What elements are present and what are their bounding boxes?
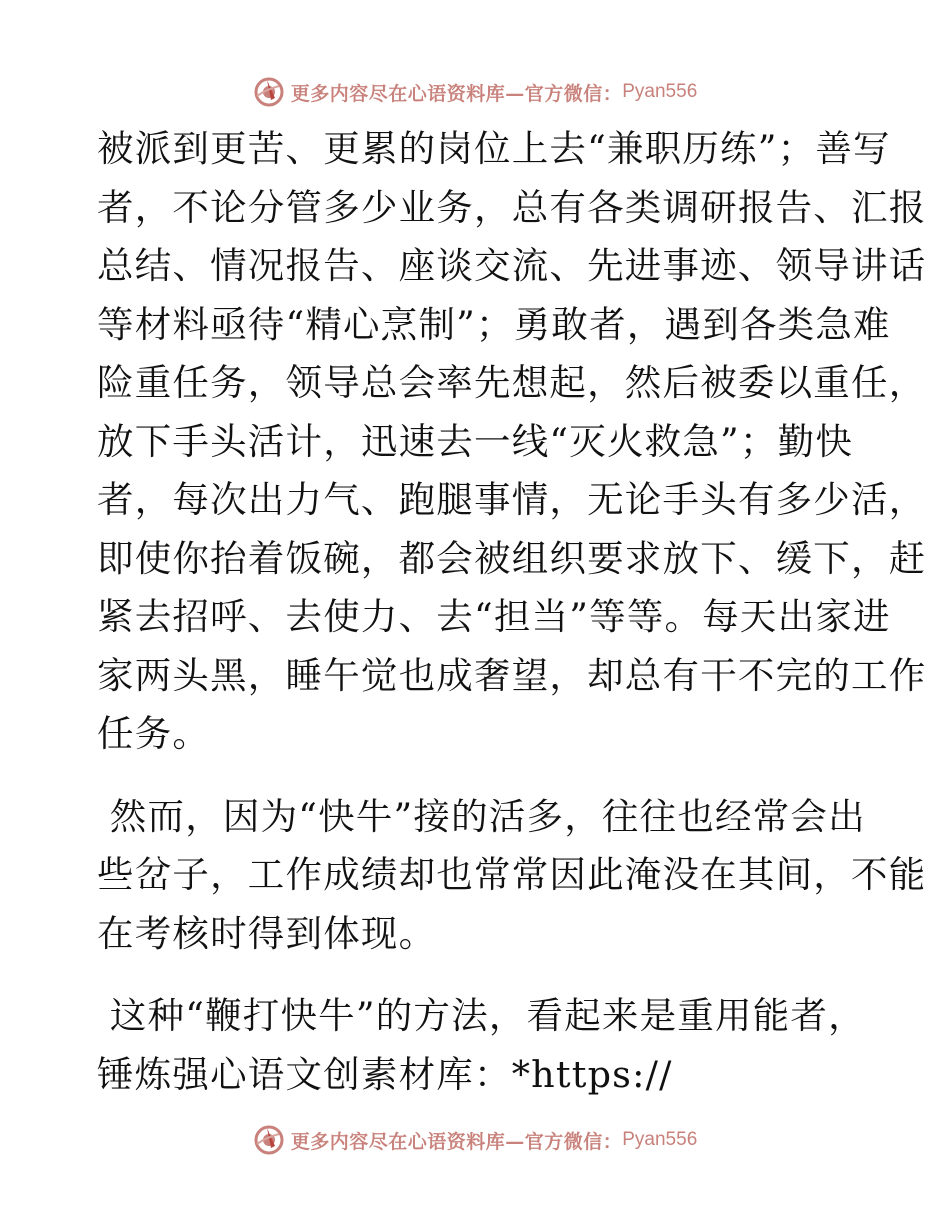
text-line: 任务。 <box>97 712 211 755</box>
document-body <box>97 120 927 1104</box>
text-line: 被派到更苦、更累的岗位上去“兼职历练”；善写 <box>97 127 891 170</box>
footer-banner <box>0 1120 950 1160</box>
text-line: 紧去招呼、去使力、去“担当”等等。每天出家进 <box>97 595 891 638</box>
brand-logo-icon <box>253 1124 285 1156</box>
paragraph-1 <box>97 120 927 764</box>
text-line: 家两头黑，睡午觉也成奢望，却总有干不完的工作 <box>97 653 927 697</box>
text-line: 即使你抬着饭碗，都会被组织要求放下、缓下，赶 <box>97 536 927 580</box>
text-line: 放下手头活计，迅速去一线“灭火救急”；勤快 <box>97 419 854 463</box>
header-banner-wechat-id: Pyan556 <box>622 81 698 102</box>
text-line: 些岔子，工作成绩却也常常因此淹没在其间，不能 <box>97 853 927 896</box>
paragraph-gap <box>97 764 867 788</box>
text-line: 者，不论分管多少业务，总有各类调研报告、汇报 <box>97 185 927 229</box>
paragraph-gap <box>97 963 867 987</box>
header-banner <box>0 72 950 112</box>
paragraph-2 <box>97 788 927 964</box>
text-line: 总结、情况报告、座谈交流、先进事迹、领导讲话 <box>97 244 927 287</box>
text-line: 锤炼强心语文创素材库：*https:// <box>97 1052 673 1096</box>
text-line: 这种“鞭打快牛”的方法，看起来是重用能者， <box>97 994 866 1037</box>
footer-banner-text: 更多内容尽在心语资料库—官方微信： <box>290 1130 623 1153</box>
text-line: 然而，因为“快牛”接的活多，往往也经常会出 <box>97 794 866 838</box>
text-line: 者，每次出力气、跑腿事情，无论手头有多少活， <box>97 478 927 521</box>
header-banner-text: 更多内容尽在心语资料库—官方微信： <box>290 82 623 105</box>
brand-logo-icon <box>253 76 285 108</box>
footer-banner-wechat-id: Pyan556 <box>622 1129 698 1150</box>
paragraph-3 <box>97 987 867 1104</box>
text-line: 等材料亟待“精心烹制”；勇敢者，遇到各类急难 <box>97 302 891 346</box>
text-line: 在考核时得到体现。 <box>97 911 437 955</box>
text-line: 险重任务，领导总会率先想起，然后被委以重任， <box>97 361 927 404</box>
